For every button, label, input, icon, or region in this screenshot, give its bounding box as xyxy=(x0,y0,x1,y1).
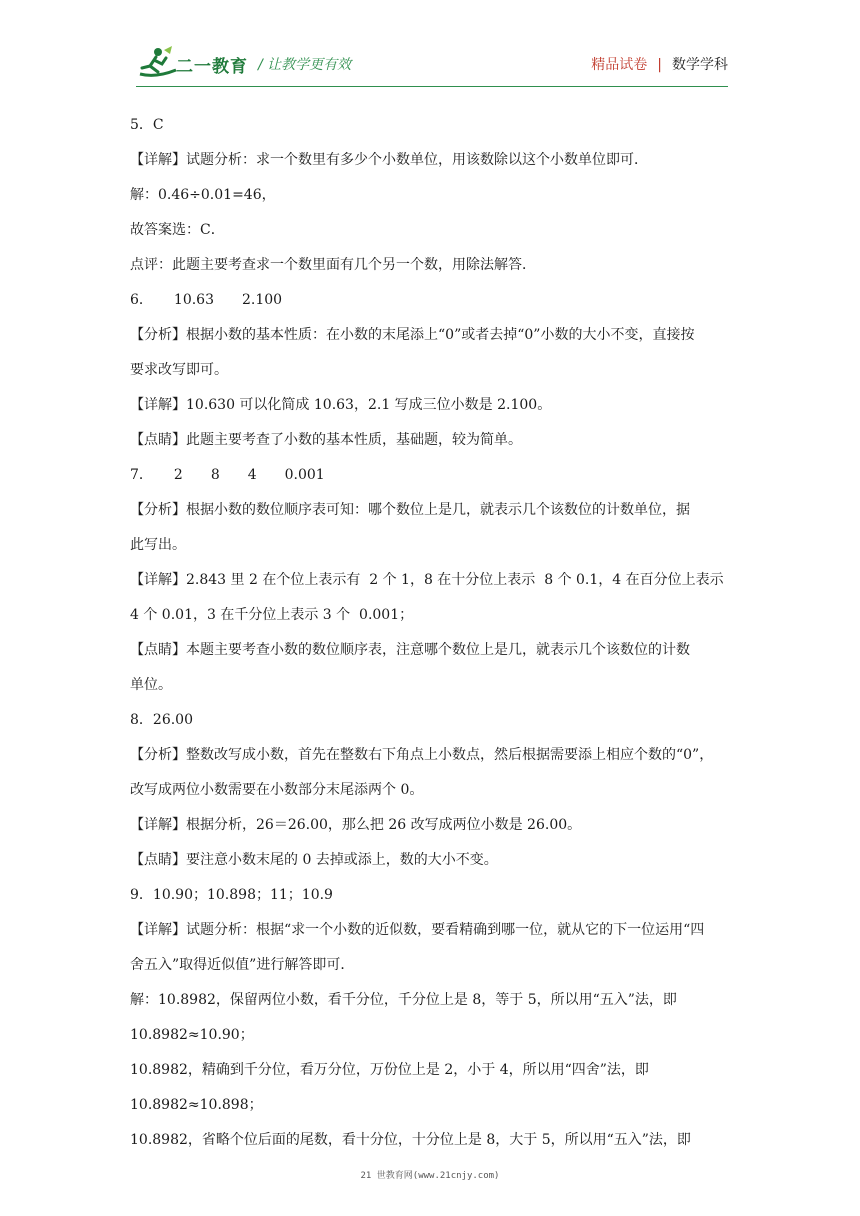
text-line: 【点睛】本题主要考查小数的数位顺序表，注意哪个数位上是几，就表示几个该数位的计数 xyxy=(130,642,690,658)
text-line: 8．26.00 xyxy=(130,712,193,728)
text-line: 6． 10.63 2.100 xyxy=(130,292,283,308)
text-line: 9．10.90；10.898；11；10.9 xyxy=(130,887,333,903)
text-line: 【详解】试题分析：求一个数里有多少个小数单位，用该数除以这个小数单位即可． xyxy=(130,152,648,168)
header-divider xyxy=(136,86,728,87)
text-line: 【详解】根据分析，26＝26.00，那么把 26 改写成两位小数是 26.00。 xyxy=(130,817,582,833)
text-line: 【分析】整数改写成小数，首先在整数右下角点上小数点，然后根据需要添上相应个数的“0”， xyxy=(130,747,714,763)
text-line: 5．C xyxy=(130,117,164,133)
header-slogan: / 让教学更有效 xyxy=(258,57,352,73)
text-line: 10.8982，省略个位后面的尾数，看十分位，十分位上是 8，大于 5，所以用“五入”法，即 xyxy=(130,1132,691,1148)
text-line: 要求改写即可。 xyxy=(130,362,228,378)
text-line: 【分析】根据小数的数位顺序表可知：哪个数位上是几，就表示几个该数位的计数单位，据 xyxy=(130,502,690,518)
text-line: 单位。 xyxy=(130,677,172,693)
page-footer: 21 世教育网(www.21cnjy.com) xyxy=(360,1171,500,1181)
text-line: 此写出。 xyxy=(130,537,186,553)
text-line: 10.8982≈10.898； xyxy=(130,1097,263,1113)
text-line: 【详解】10.630 可以化简成 10.63，2.1 写成三位小数是 2.100。 xyxy=(130,397,552,413)
answer-content xyxy=(130,108,732,1158)
header-right xyxy=(591,54,728,74)
header-separator: | xyxy=(657,57,662,73)
text-line: 【分析】根据小数的基本性质：在小数的末尾添上“0”或者去掉“0”小数的大小不变，直接按 xyxy=(130,327,695,343)
text-line: 【点睛】此题主要考查了小数的基本性质，基础题，较为简单。 xyxy=(130,432,522,448)
text-line: 舍五入”取得近似值”进行解答即可． xyxy=(130,957,355,973)
text-line: 解：10.8982，保留两位小数，看千分位，千分位上是 8，等于 5，所以用“五入”法，即 xyxy=(130,992,677,1008)
logo-text: 二一教育 xyxy=(176,57,248,77)
text-line: 10.8982，精确到千分位，看万分位，万份位上是 2，小于 4，所以用“四舍”法，即 xyxy=(130,1062,649,1078)
text-line: 点评：此题主要考查求一个数里面有几个另一个数，用除法解答． xyxy=(130,257,536,273)
text-line: 10.8982≈10.90； xyxy=(130,1027,254,1043)
text-line: 解：0.46÷0.01=46， xyxy=(130,187,276,203)
text-line: 【详解】2.843 里 2 在个位上表示有 2 个 1，8 在十分位上表示 8 个 0.1，4 在百分位上表示 xyxy=(130,572,724,588)
page-header xyxy=(0,0,860,92)
text-line: 7． 2 8 4 0.001 xyxy=(130,467,325,483)
text-line: 改写成两位小数需要在小数部分末尾添两个 0。 xyxy=(130,782,424,798)
text-line: 【点睛】要注意小数末尾的 0 去掉或添上，数的大小不变。 xyxy=(130,852,498,868)
header-label-subject: 数学学科 xyxy=(672,57,728,73)
text-line: 4 个 0.01，3 在千分位上表示 3 个 0.001； xyxy=(130,607,414,623)
header-label-paper: 精品试卷 xyxy=(591,57,648,73)
text-line: 故答案选：C． xyxy=(130,222,225,238)
text-line: 【详解】试题分析：根据“求一个小数的近似数，要看精确到哪一位，就从它的下一位运用“四 xyxy=(130,922,705,938)
